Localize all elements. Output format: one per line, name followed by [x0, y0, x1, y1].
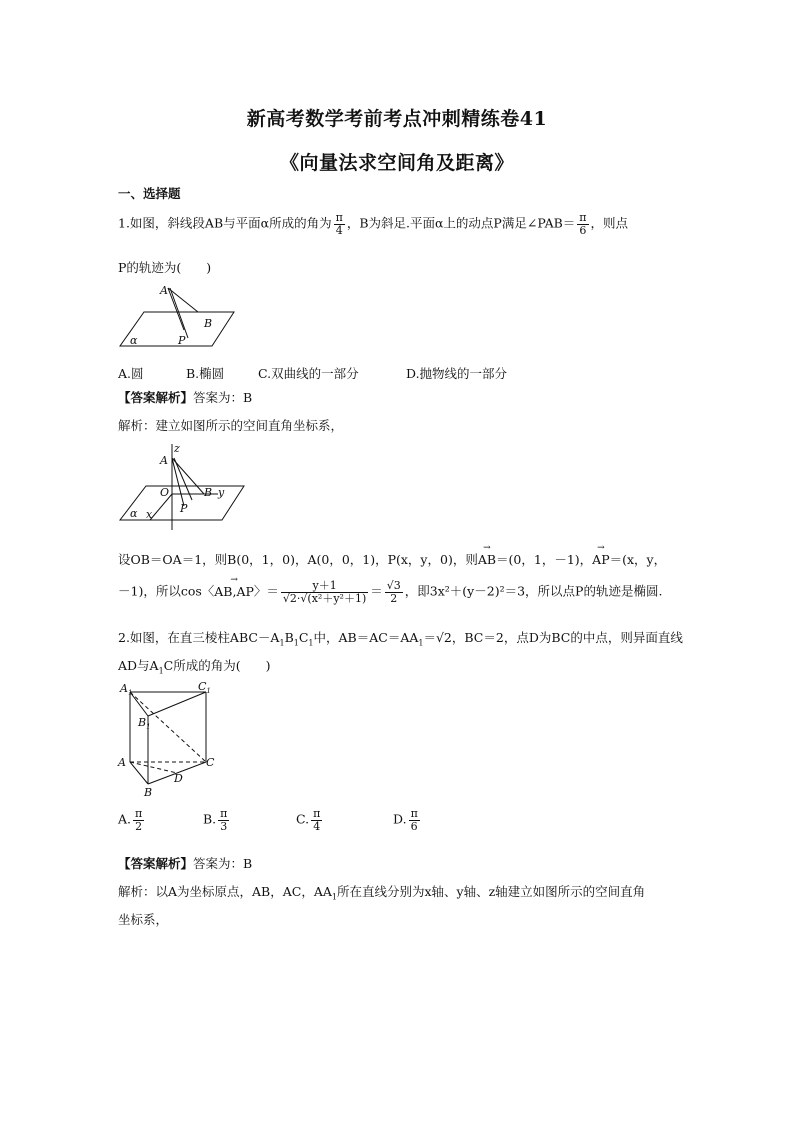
q1-option-d: D.抛物线的一部分	[406, 366, 508, 381]
frac-den: 4	[335, 223, 343, 237]
q1-line1	[118, 212, 628, 236]
q1-figure-coordinates	[112, 440, 252, 532]
label-text: B	[138, 716, 147, 729]
frac-den: 2	[135, 819, 143, 833]
frac-num: √3	[386, 579, 401, 592]
q2-text-a: 2.如图，在直三棱柱ABC－A	[118, 630, 280, 645]
option-frac	[218, 808, 229, 832]
label-p: P	[178, 334, 186, 347]
q1-option-a: A.圆	[118, 366, 144, 381]
q1-text-a: 1.如图，斜线段AB与平面α所成的角为	[118, 215, 332, 231]
q2-option-a	[118, 808, 146, 832]
subscript: 1	[331, 892, 337, 902]
q1-analysis: 解析：建立如图所示的空间直角坐标系，	[118, 418, 344, 433]
q2-text-b: B	[284, 630, 294, 645]
frac-num: π	[135, 807, 143, 820]
option-frac	[409, 808, 420, 832]
label-o: O	[160, 486, 170, 499]
q1-frac-pi4	[334, 212, 345, 236]
frac-num: π	[579, 211, 587, 224]
frac-num: π	[313, 807, 321, 820]
label-a: A	[160, 284, 168, 297]
edge-a1b1	[130, 692, 148, 716]
label-y: y	[218, 486, 225, 499]
q2-option-d	[393, 808, 422, 832]
sol2-c: ＝	[370, 583, 383, 599]
label-sub: 1	[146, 723, 151, 731]
q1-text-b: ，B为斜足.平面α上的动点P满足∠PAB＝	[346, 215, 576, 231]
sol1-b: ＝(0，1，－1)，	[496, 552, 593, 567]
label-alpha: α	[130, 507, 138, 520]
option-label: B.	[203, 811, 217, 827]
q1-figure-plane	[112, 280, 242, 352]
q2-line2-b: C所成的角为( )	[163, 658, 271, 673]
option-label: C.	[296, 811, 310, 827]
q2-analysis-line2: 坐标系，	[118, 912, 169, 927]
q2-line2	[118, 658, 271, 676]
label-x: x	[146, 508, 153, 521]
cos-fraction	[281, 580, 368, 604]
label-c1	[198, 680, 211, 695]
edge-b1c1	[148, 692, 206, 716]
answer-text: 答案为：B	[193, 390, 253, 405]
frac-den: 4	[313, 819, 321, 833]
subscript: 1	[308, 638, 314, 648]
q1-frac-pi6	[577, 212, 588, 236]
vector-ap: → AP	[592, 552, 609, 567]
frac-den: √2·√(x²＋y²＋1)	[282, 591, 367, 605]
label-a1	[119, 682, 132, 697]
q1-answer	[118, 390, 252, 405]
page-title: 新高考数学考前考点冲刺精练卷41	[246, 108, 548, 130]
sol2-b: 〉＝	[253, 583, 279, 599]
q1-solution-line2	[118, 580, 662, 604]
option-label: D.	[393, 811, 407, 827]
label-c: C	[206, 756, 215, 769]
frac-den: 6	[579, 223, 587, 237]
label-text: A	[120, 682, 128, 695]
label-b: B	[204, 317, 213, 330]
analysis-a: 解析：以A为坐标原点，AB，AC，AA	[118, 884, 332, 899]
vector-ab: → AB	[478, 552, 496, 567]
q2-line2-a: AD与A	[118, 658, 159, 673]
label-a: A	[160, 454, 168, 467]
sol1-c: ＝(x，y，	[609, 552, 667, 567]
q2-line1	[118, 630, 683, 648]
subscript: 1	[293, 638, 299, 648]
vector-pair: → AB,AP	[214, 584, 254, 599]
q2-text-c: C	[298, 630, 309, 645]
subscript: 1	[418, 638, 424, 648]
frac-num: π	[335, 211, 343, 224]
q2-figure-prism	[116, 680, 226, 800]
label-sub: 1	[206, 687, 211, 695]
option-frac	[133, 808, 144, 832]
subscript: 1	[158, 666, 164, 676]
q2-analysis-line1	[118, 884, 645, 902]
label-b: B	[204, 486, 213, 499]
answer-label: 【答案解析】	[118, 856, 194, 871]
q1-option-b: B.椭圆	[186, 366, 225, 381]
frac-num: y＋1	[281, 580, 368, 593]
section-heading: 一、选择题	[118, 186, 181, 201]
segment-oblique	[170, 288, 188, 338]
sol1-a: 设OB＝OA＝1，则B(0，1，0)，A(0，0，1)，P(x，y，0)，则	[118, 552, 478, 567]
frac-den: 6	[410, 819, 418, 833]
label-b: B	[144, 786, 153, 799]
label-z: z	[174, 442, 180, 455]
frac-den: 2	[390, 591, 398, 605]
q2-text-e: ＝√2，BC＝2，点D为BC的中点，则异面直线	[423, 630, 683, 645]
q2-option-b	[203, 808, 231, 832]
label-d: D	[174, 772, 183, 785]
q1-line2: P的轨迹为( )	[118, 260, 212, 275]
sol2-d: ，即3x²＋(y－2)²＝3，所以点P的轨迹是椭圆.	[404, 583, 663, 599]
q1-solution-line1	[118, 552, 666, 567]
answer-label: 【答案解析】	[118, 390, 194, 405]
frac-den: 3	[220, 819, 228, 833]
q1-option-c: C.双曲线的一部分	[258, 366, 359, 381]
option-frac	[311, 808, 322, 832]
page-subtitle: 《向量法求空间角及距离》	[279, 152, 514, 174]
q2-text-d: 中，AB＝AC＝AA	[313, 630, 419, 645]
q2-option-c	[296, 808, 324, 832]
label-alpha: α	[130, 334, 138, 347]
answer-text: 答案为：B	[193, 856, 253, 871]
label-p: P	[180, 502, 188, 515]
label-a: A	[118, 756, 126, 769]
q1-text-c: ，则点	[590, 215, 629, 231]
label-text: C	[198, 680, 207, 693]
frac-num: π	[410, 807, 418, 820]
q2-answer	[118, 856, 252, 871]
sqrt3-fraction	[385, 580, 403, 604]
subscript: 1	[279, 638, 285, 648]
option-label: A.	[118, 811, 132, 827]
analysis-b: 所在直线分别为x轴、y轴、z轴建立如图所示的空间直角	[336, 884, 646, 899]
frac-num: π	[220, 807, 228, 820]
label-b1	[137, 716, 151, 731]
label-sub: 1	[127, 689, 133, 697]
sol2-a: －1)，所以cos〈	[118, 583, 215, 599]
